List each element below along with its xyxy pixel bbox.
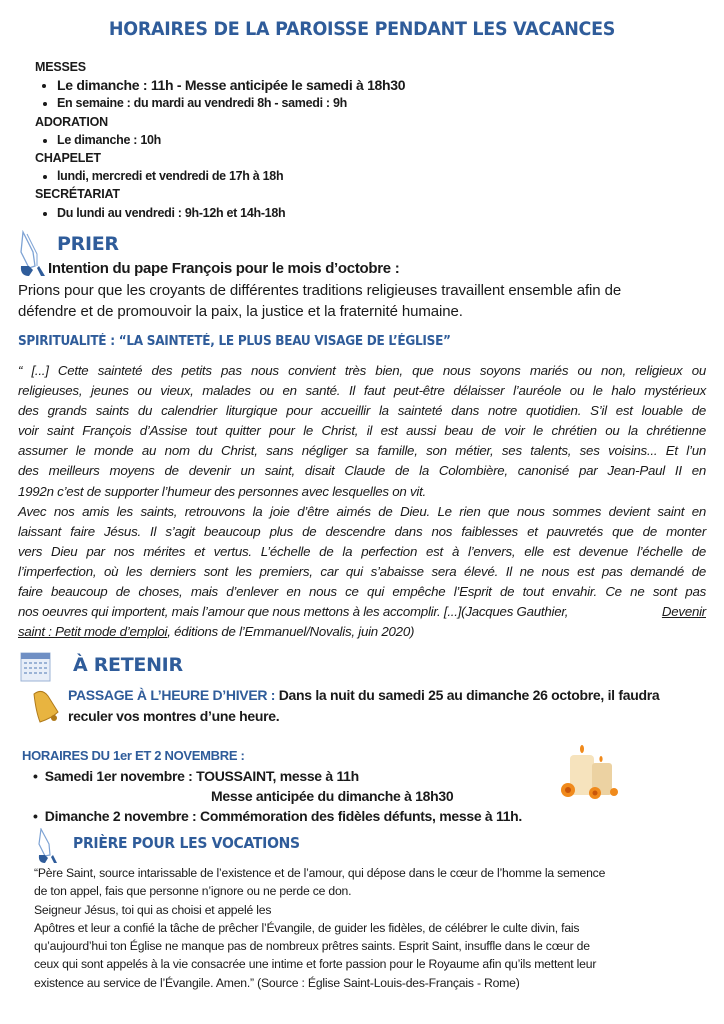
quote-line: l’imperfection, où les derniers sont les premiers, car qui s’abaisse sera élevé. Il ne nous est pas demandé de	[18, 563, 706, 579]
quote-line: faire beaucoup de choses, mais d’enlever en nous ce qui empêche l’Esprit de tout envahir. Ce ne sont pas	[18, 584, 706, 600]
praying-hands-icon	[17, 230, 51, 278]
quote-line: assumer le monde au nom du Christ, sans négliger sa famille, son métier, ses talents, ses voisins... Et l’un	[18, 443, 706, 459]
prayer-line: Seigneur Jésus, toi qui as choisi et appelé les	[34, 902, 272, 917]
page-title: HORAIRES DE LA PAROISSE PENDANT LES VACANCES	[108, 18, 616, 40]
schedule-category: MESSES	[35, 60, 86, 74]
heure-hiver-text: reculer vos montres d’une heure.	[68, 708, 280, 724]
vocations-prayer	[34, 864, 605, 992]
retenir-heading: À RETENIR	[73, 654, 183, 676]
schedule-item: • lundi, mercredi et vendredi de 17h à 18h	[57, 167, 405, 185]
novembre-heading: HORAIRES DU 1er ET 2 NOVEMBRE :	[22, 748, 245, 763]
schedule-item: • Le dimanche : 11h - Messe anticipée le samedi à 18h30	[57, 76, 405, 94]
quote-line-with-title	[18, 602, 706, 622]
quote-line: des grands saints du calendrier liturgique pour accueillir la sainteté dans notre quotidien. S’il est louable de	[18, 403, 706, 419]
intention-title: Intention du pape François pour le mois d’octobre :	[48, 260, 400, 277]
book-title: Devenir	[661, 604, 706, 620]
novembre-item: • Samedi 1er novembre : TOUSSAINT, messe à 11h	[33, 768, 359, 784]
quote-line: vers Dieu par nos mérites et vertus. L’échelle de la perfection est à l’envers, elle est devenue l’échelle de	[18, 543, 706, 559]
heure-hiver	[68, 687, 659, 703]
schedule-category: SECRÉTARIAT	[35, 187, 120, 202]
bell-icon	[28, 688, 64, 724]
candles-image	[558, 745, 624, 803]
vocations-heading: PRIÈRE POUR LES VOCATIONS	[73, 834, 300, 852]
prayer-line: Apôtres et leur a confié la tâche de prêcher l’Évangile, de guider les fidèles, de célébrer le culte divin, fais	[34, 920, 580, 935]
heure-hiver-label: PASSAGE À L’HEURE D’HIVER :	[68, 687, 276, 703]
quote-line: religieuses, jeunes ou vieux, malades ou en santé. Il faut peut-être délaisser l’auréole ou le halo mystérieux	[18, 383, 706, 399]
quote-line: laissant faire Jésus. Il s’agit beaucoup plus de descendre dans nos faiblesses et pauvretés que de monter	[18, 523, 706, 539]
schedule	[35, 58, 405, 222]
quote-line: des meilleurs moyens de devenir un saint, disait Claude de la Colombière, canonisé par Jean-Paul II en	[18, 463, 706, 479]
schedule-item: • Le dimanche : 10h	[57, 131, 405, 149]
prayer-line: de ton appel, fais que personne n’ignore ou ne perde ce don.	[34, 884, 352, 899]
quote-line: Avec nos amis les saints, retrouvons la joie d’être aimés de Dieu. Le rien que nous sommes devient saint en	[18, 503, 706, 519]
book-title: saint : Petit mode d’emploi	[18, 624, 168, 640]
praying-hands-icon	[36, 828, 62, 864]
calendar-icon	[20, 650, 52, 683]
schedule-item: • Du lundi au vendredi : 9h-12h et 14h-18h	[57, 204, 405, 222]
quote-line: nos oeuvres qui importent, mais l’amour que nous mettons à les accomplir. [...](Jacques Gauthier,	[18, 604, 569, 620]
intention-text: Prions pour que les croyants de différentes traditions religieuses travaillent ensemble afin de	[18, 282, 622, 299]
quote-line: “ [...] Cette sainteté des petits pas nous convient très bien, que nous soyons mariés ou non, religieux ou	[18, 363, 706, 378]
heure-hiver-text: Dans la nuit du samedi 25 au dimanche 26 octobre, il faudra	[275, 687, 660, 703]
novembre-item: Messe anticipée du dimanche à 18h30	[211, 788, 454, 804]
prayer-line: “Père Saint, source intarissable de l’existence et de l’amour, qui dépose dans le cœur de l’homme la semence	[34, 866, 606, 880]
schedule-category: CHAPELET	[35, 151, 101, 166]
spiritualite-heading: SPIRITUALITÉ : “LA SAINTETÉ, LE PLUS BEAU VISAGE DE L’ÉGLISE”	[18, 334, 451, 349]
novembre-item-text: Samedi 1er novembre : TOUSSAINT, messe à 11h	[44, 768, 359, 784]
quote-line: voir saint François d’Assise tout quitter pour le Christ, il est aussi beau de voir le chrétien ou la chrétienne	[18, 423, 706, 439]
citation-end: , éditions de l’Emmanuel/Novalis, juin 2020)	[167, 624, 415, 640]
novembre-item: • Dimanche 2 novembre : Commémoration des fidèles défunts, messe à 11h.	[33, 808, 523, 824]
novembre-item-text: Dimanche 2 novembre : Commémoration des fidèles défunts, messe à 11h.	[44, 808, 523, 824]
prayer-line: existence au service de l’Évangile. Amen.” (Source : Église Saint-Louis-des-Français - Rome)	[34, 975, 520, 990]
schedule-category: ADORATION	[35, 114, 108, 129]
schedule-item: • En semaine : du mardi au vendredi 8h - samedi : 9h	[57, 94, 405, 112]
prayer-line: qu’aujourd’hui ton Église ne manque pas de nombreux prêtres saints. Esprit Saint, insuffle dans le cœur de	[34, 939, 590, 954]
spiritualite-quote	[18, 361, 706, 642]
intention-text: défendre et de promouvoir la paix, la justice et la fraternité humaine.	[18, 303, 463, 320]
prayer-line: ceux qui sont appelés à la vie consacrée une intime et forte passion pour le Royaume afin qu’ils mettent leur	[34, 957, 597, 972]
prier-heading: PRIER	[57, 233, 119, 255]
quote-line: 1992n c’est de supporter l’humeur des personnes avec lesquelles on vit.	[18, 483, 427, 499]
